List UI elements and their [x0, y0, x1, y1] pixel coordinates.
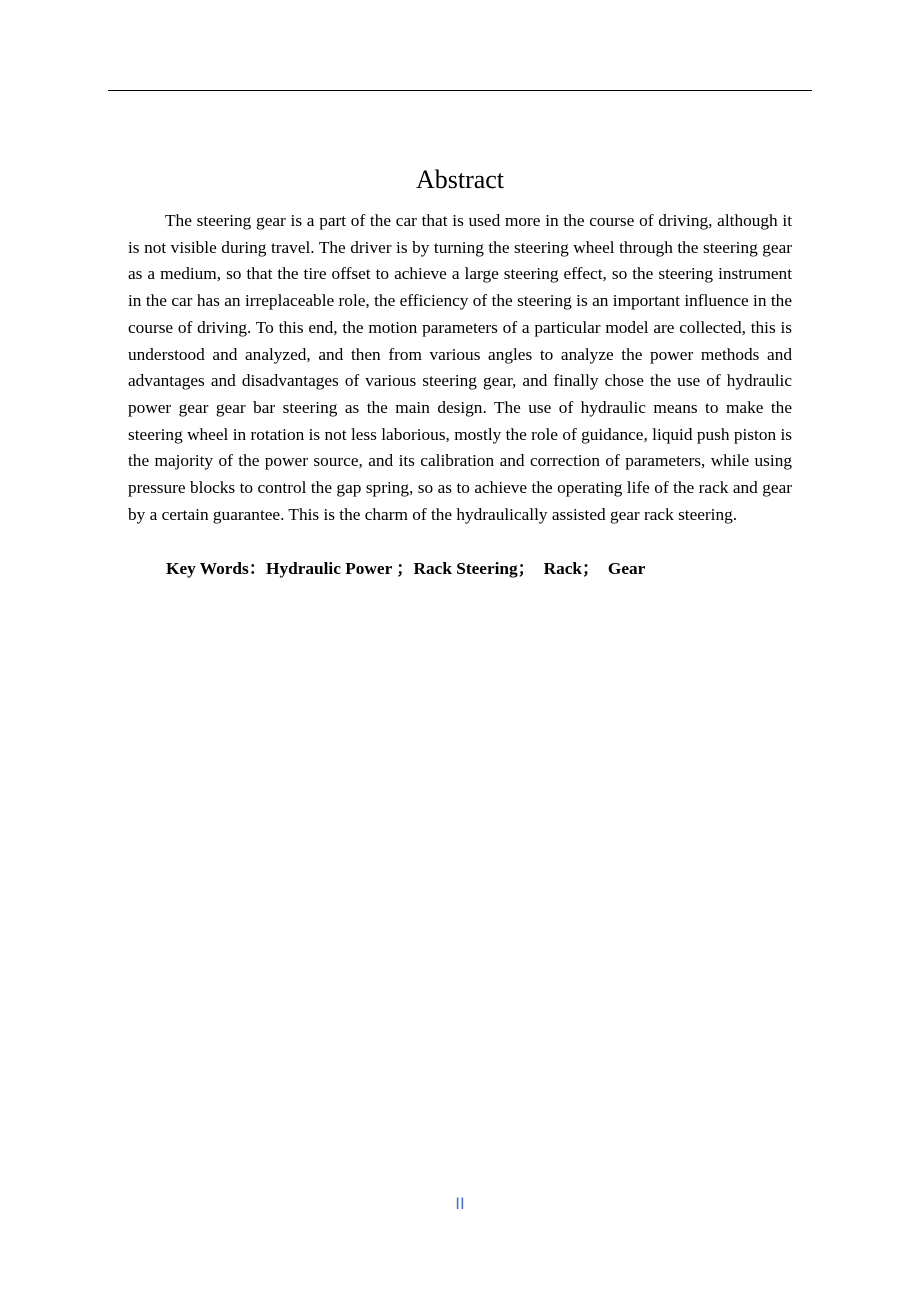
page-title: Abstract — [415, 165, 505, 195]
header-rule — [108, 90, 812, 91]
keywords-line: Key Words：Hydraulic Power ；Rack Steering； Rack； Gear — [166, 559, 646, 578]
page-number: II — [455, 1194, 465, 1213]
abstract-body: The steering gear is a part of the car that is used more in the course of driving, although it is not visible during travel. The driver is by turning the steering wheel through the steering gear as a medium, so that the tire offset to achieve a large steering effect, so the steering instrument in the car has an irreplaceable role, the efficiency of the steering is an important influence in the course of driving. To this end, the motion parameters of a particular model are collected, this is understood and analyzed, and then from various angles to analyze the power methods and advantages and disadvantages of various steering gear, and finally chose the use of hydraulic power gear gear bar steering as the main design. The use of hydraulic means to make the steering wheel in rotation is not less laborious, mostly the role of guidance, liquid push piston is the majority of the power source, and its calibration and correction of parameters, while using pressure blocks to control the gap spring, so as to achieve the operating life of the rack and gear by a certain guarantee. This is the charm of the hydraulically assisted gear rack steering. — [128, 211, 792, 524]
